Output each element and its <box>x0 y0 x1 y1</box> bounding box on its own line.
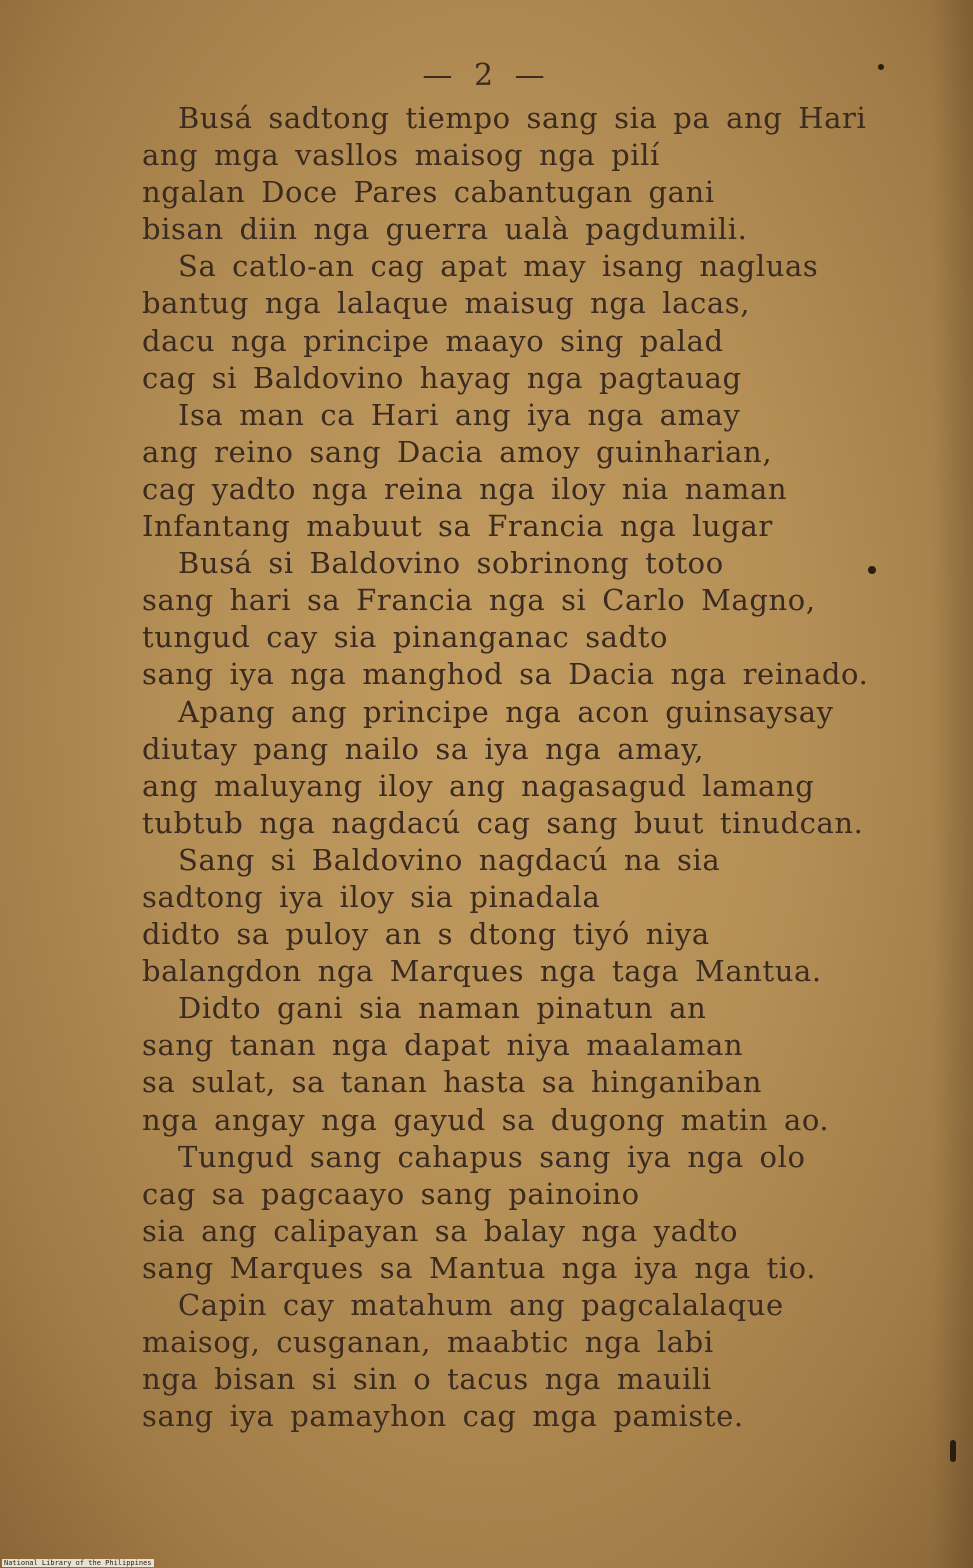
library-watermark: National Library of the Philippines <box>4 1559 152 1567</box>
verse-line: sia ang calipayan sa balay nga yadto <box>142 1213 739 1248</box>
verse-line: sang hari sa Francia nga si Carlo Magno, <box>142 583 816 618</box>
stanza <box>142 397 902 545</box>
verse-line: tungud cay sia pinanganac sadto <box>142 620 669 655</box>
verse-line: Busá si Baldovino sobrinong totoo <box>178 546 724 581</box>
stanza <box>142 694 902 842</box>
verse-line: Capin cay matahum ang pagcalalaque <box>178 1288 784 1322</box>
verse-line: cag si Baldovino hayag nga pagtauag <box>142 360 742 395</box>
verse-line: nga bisan si sin o tacus nga mauili <box>142 1362 712 1397</box>
stanza <box>142 842 902 990</box>
verse-line: Apang ang principe nga acon guinsaysay <box>178 694 834 729</box>
verse-line: Sa catlo-an cag apat may isang nagluas <box>178 249 819 284</box>
verse-line: Didto gani sia naman pinatun an <box>178 991 707 1026</box>
verse-line: Infantang mabuut sa Francia nga lugar <box>142 509 773 544</box>
verse-line: balangdon nga Marques nga taga Mantua. <box>142 954 822 989</box>
verse-line: sang iya nga manghod sa Dacia nga reinado. <box>142 657 869 692</box>
ink-speck <box>950 1440 956 1462</box>
poem-text <box>142 100 902 1435</box>
verse-line: sa sulat, sa tanan hasta sa hinganiban <box>142 1065 762 1100</box>
verse-line: nga angay nga gayud sa dugong matin ao. <box>142 1102 830 1137</box>
stanza <box>142 990 902 1138</box>
stanza <box>142 100 902 248</box>
verse-line: sang tanan nga dapat niya maalaman <box>142 1028 744 1063</box>
verse-line: ang reino sang Dacia amoy guinharian, <box>142 434 773 469</box>
verse-line: sang iya pamayhon cag mga pamiste. <box>142 1399 744 1434</box>
verse-line: tubtub nga nagdacú cag sang buut tinudcan. <box>142 805 864 840</box>
page-edge-shadow <box>933 0 973 1568</box>
verse-line: Sang si Baldovino nagdacú na sia <box>178 842 721 877</box>
verse-line: ang mga vasllos maisog nga pilí <box>142 138 660 173</box>
verse-line: ngalan Doce Pares cabantugan gani <box>142 175 715 210</box>
verse-line: ang maluyang iloy ang nagasagud lamang <box>142 768 815 803</box>
verse-line: maisog, cusganan, maabtic nga labi <box>142 1325 714 1360</box>
page-number: — 2 — <box>422 58 551 93</box>
verse-line: didto sa puloy an s dtong tiyó niya <box>142 917 710 952</box>
verse-line: Tungud sang cahapus sang iya nga olo <box>178 1139 806 1174</box>
verse-line: Isa man ca Hari ang iya nga amay <box>178 397 741 432</box>
verse-line: cag sa pagcaayo sang painoino <box>142 1176 640 1211</box>
verse-line: sadtong iya iloy sia pinadala <box>142 879 601 914</box>
verse-line: bantug nga lalaque maisug nga lacas, <box>142 286 751 321</box>
verse-line: Busá sadtong tiempo sang sia pa ang Hari <box>178 101 867 135</box>
stanza <box>142 1139 902 1287</box>
stanza <box>142 248 902 396</box>
verse-line: sang Marques sa Mantua nga iya nga tio. <box>142 1250 817 1285</box>
verse-line: cag yadto nga reina nga iloy nia naman <box>142 471 788 506</box>
verse-line: bisan diin nga guerra ualà pagdumili. <box>142 212 748 247</box>
verse-line: dacu nga principe maayo sing palad <box>142 323 724 358</box>
stanza <box>142 545 902 693</box>
stanza <box>142 1287 902 1435</box>
verse-line: diutay pang nailo sa iya nga amay, <box>142 731 705 766</box>
